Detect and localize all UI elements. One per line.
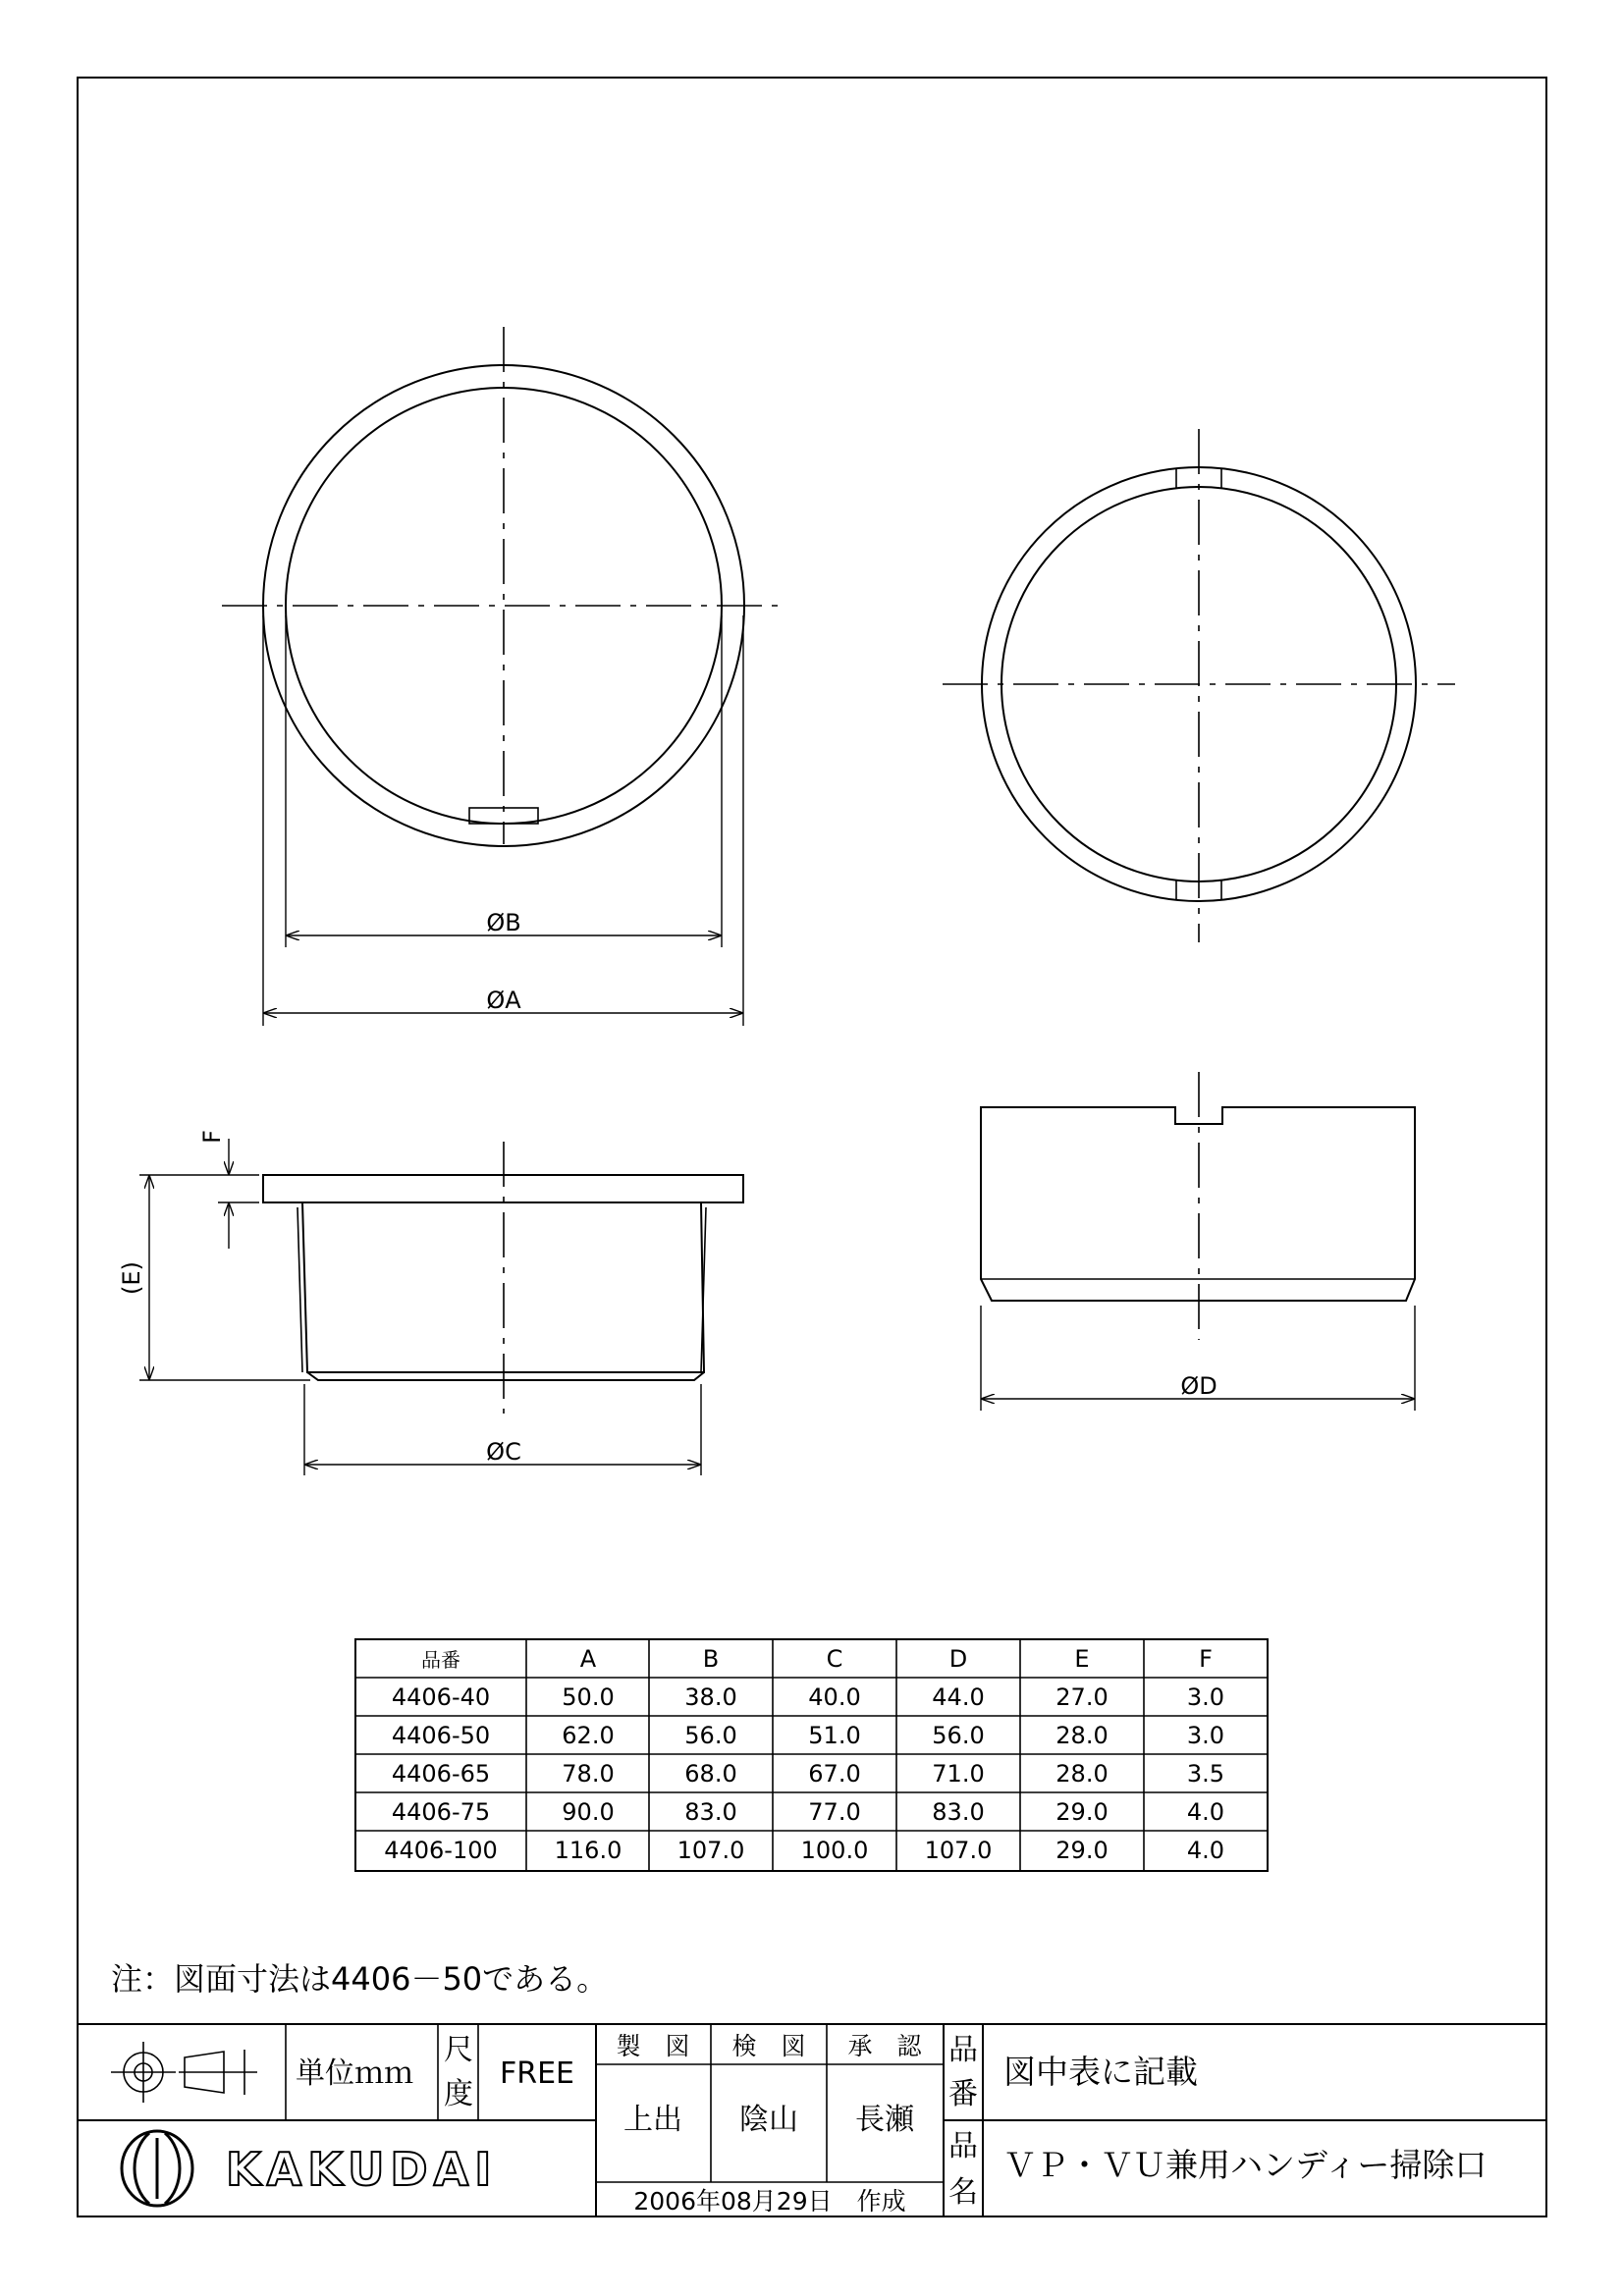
approved-by: 長瀬 [855, 2103, 914, 2137]
table-cell: 67.0 [808, 1760, 861, 1788]
table-cell: 100.0 [800, 1837, 869, 1864]
table-cell: 29.0 [1055, 1837, 1109, 1864]
table-cell: 3.0 [1186, 1722, 1225, 1749]
title-block [78, 2024, 1546, 2216]
table-header-part-no: 品番 [421, 1648, 460, 1672]
drawing-note: 注：図面寸法は4406－50である。 [111, 1960, 609, 1998]
table-header-e: E [1074, 1645, 1090, 1673]
table-cell: 4.0 [1186, 1798, 1225, 1826]
table-cell: 3.0 [1186, 1683, 1225, 1711]
table-cell: 28.0 [1055, 1760, 1109, 1788]
table-cell: 116.0 [554, 1837, 622, 1864]
dim-label-e: (E) [118, 1261, 145, 1295]
unit-label: 単位ｍｍ [296, 2056, 413, 2091]
top-view-right [943, 429, 1455, 942]
dim-label-dia-d: ØD [1180, 1372, 1217, 1400]
dimension-table [355, 1639, 1268, 1871]
dim-label-dia-a: ØA [486, 987, 521, 1014]
scale-value: FREE [499, 2056, 575, 2091]
part-no-value: 図中表に記載 [1003, 2053, 1198, 2091]
scale-label-1: 尺 [444, 2033, 473, 2067]
table-header-d: D [948, 1645, 968, 1673]
table-cell: 29.0 [1055, 1798, 1109, 1826]
table-cell: 83.0 [684, 1798, 737, 1826]
table-cell: 4406-100 [384, 1837, 498, 1864]
table-cell: 51.0 [808, 1722, 861, 1749]
checked-by: 陰山 [739, 2103, 798, 2137]
table-cell: 40.0 [808, 1683, 861, 1711]
table-cell: 77.0 [808, 1798, 861, 1826]
table-cell: 78.0 [562, 1760, 615, 1788]
table-cell: 62.0 [562, 1722, 615, 1749]
table-cell: 107.0 [924, 1837, 993, 1864]
approved-label: 承 認 [847, 2032, 922, 2060]
product-name-value: ＶＰ・ＶＵ兼用ハンディー掃除口 [1003, 2146, 1488, 2184]
product-name-label-2: 名 [948, 2175, 978, 2210]
table-cell: 4406-65 [391, 1760, 491, 1788]
kakudai-logo [122, 2131, 497, 2206]
table-cell: 4.0 [1186, 1837, 1225, 1864]
side-view-right [981, 1072, 1415, 1411]
table-cell: 83.0 [932, 1798, 985, 1826]
table-cell: 56.0 [684, 1722, 737, 1749]
table-cell: 71.0 [932, 1760, 985, 1788]
creation-date: 2006年08月29日 作成 [633, 2187, 906, 2216]
checked-label: 検 図 [731, 2032, 806, 2060]
table-cell: 4406-50 [391, 1722, 491, 1749]
drawing-border [78, 78, 1546, 2216]
table-header-a: A [579, 1645, 597, 1673]
drawn-by: 上出 [623, 2103, 682, 2137]
table-cell: 44.0 [932, 1683, 985, 1711]
product-name-label-1: 品 [948, 2129, 978, 2163]
table-cell: 4406-75 [391, 1798, 491, 1826]
side-view-left [118, 1130, 743, 1475]
table-cell: 27.0 [1055, 1683, 1109, 1711]
dim-label-dia-b: ØB [486, 909, 521, 936]
table-header-c: C [826, 1645, 843, 1673]
table-cell: 56.0 [932, 1722, 985, 1749]
third-angle-projection-icon [111, 2042, 257, 2103]
table-cell: 4406-40 [391, 1683, 491, 1711]
drawn-label: 製 図 [616, 2032, 690, 2060]
table-cell: 28.0 [1055, 1722, 1109, 1749]
table-cell: 68.0 [684, 1760, 737, 1788]
dim-label-f: F [198, 1130, 226, 1144]
scale-label-2: 度 [444, 2077, 473, 2111]
part-no-label-1: 品 [948, 2033, 978, 2067]
company-logo-text: KAKUDAI [226, 2143, 498, 2196]
table-cell: 3.5 [1186, 1760, 1225, 1788]
table-header-f: F [1199, 1645, 1213, 1673]
dim-label-dia-c: ØC [486, 1438, 521, 1466]
table-cell: 107.0 [676, 1837, 745, 1864]
top-view-left [222, 327, 785, 1026]
table-cell: 38.0 [684, 1683, 737, 1711]
part-no-label-2: 番 [948, 2077, 978, 2111]
table-cell: 90.0 [562, 1798, 615, 1826]
table-header-b: B [702, 1645, 720, 1673]
table-cell: 50.0 [562, 1683, 615, 1711]
